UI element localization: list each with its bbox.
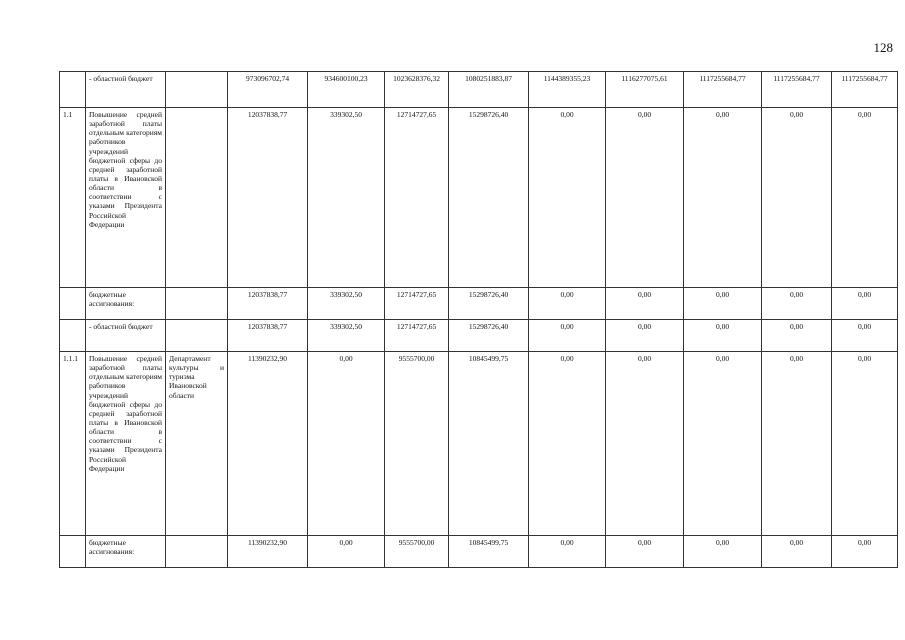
row-value-cell: 0,00	[606, 320, 684, 352]
row-value-cell: 12714727,65	[385, 320, 449, 352]
row-value-cell: 0,00	[762, 320, 832, 352]
row-value-cell: 12714727,65	[385, 288, 449, 320]
row-value-cell: 12037838,77	[228, 288, 308, 320]
row-value-cell: 0,00	[762, 108, 832, 288]
row-value-cell: 0,00	[762, 536, 832, 568]
row-value-cell: 0,00	[762, 352, 832, 536]
row-value-cell: 0,00	[308, 536, 385, 568]
table-row	[60, 352, 898, 536]
row-value-cell: 12714727,65	[385, 108, 449, 288]
row-value-cell: 0,00	[529, 288, 606, 320]
row-value-cell: 0,00	[832, 320, 898, 352]
table-row	[60, 288, 898, 320]
row-value-cell: 1117255684,77	[684, 72, 762, 108]
row-value-cell: 1023628376,32	[385, 72, 449, 108]
row-value-cell: 0,00	[606, 536, 684, 568]
row-value-cell: 10845499,75	[449, 352, 529, 536]
row-value-cell: 0,00	[684, 536, 762, 568]
row-code-cell	[60, 536, 86, 568]
row-executor-cell	[166, 320, 228, 352]
row-value-cell: 0,00	[762, 288, 832, 320]
table-row	[60, 72, 898, 108]
row-executor-cell	[166, 288, 228, 320]
row-value-cell: 0,00	[308, 352, 385, 536]
table-row	[60, 536, 898, 568]
table-row	[60, 108, 898, 288]
row-code-cell	[60, 72, 86, 108]
row-value-cell: 11390232,90	[228, 352, 308, 536]
row-code-cell: 1.1	[60, 108, 86, 288]
row-value-cell: 973096702,74	[228, 72, 308, 108]
row-value-cell: 0,00	[832, 288, 898, 320]
row-value-cell: 0,00	[684, 352, 762, 536]
page-number: 128	[873, 40, 893, 55]
row-value-cell: 0,00	[606, 108, 684, 288]
row-name-cell: - областной бюджет	[86, 320, 166, 352]
budget-table	[59, 71, 898, 568]
row-value-cell: 0,00	[684, 288, 762, 320]
row-value-cell: 9555700,00	[385, 352, 449, 536]
row-code-cell	[60, 320, 86, 352]
row-value-cell: 0,00	[529, 352, 606, 536]
row-value-cell: 10845499,75	[449, 536, 529, 568]
row-value-cell: 0,00	[832, 352, 898, 536]
row-executor-cell	[166, 536, 228, 568]
row-value-cell: 339302,50	[308, 320, 385, 352]
row-value-cell: 934600100,23	[308, 72, 385, 108]
row-code-cell: 1.1.1	[60, 352, 86, 536]
row-value-cell: 12037838,77	[228, 320, 308, 352]
row-name-cell: бюджетные ассигнования:	[86, 288, 166, 320]
row-value-cell: 339302,50	[308, 288, 385, 320]
row-value-cell: 15298726,40	[449, 288, 529, 320]
row-executor-cell	[166, 72, 228, 108]
row-value-cell: 1116277075,61	[606, 72, 684, 108]
row-executor-cell	[166, 108, 228, 288]
row-value-cell: 0,00	[832, 536, 898, 568]
row-value-cell: 0,00	[606, 288, 684, 320]
row-value-cell: 15298726,40	[449, 108, 529, 288]
row-value-cell: 1117255684,77	[832, 72, 898, 108]
table-body	[60, 72, 898, 568]
row-name-cell: - областной бюджет	[86, 72, 166, 108]
table-row	[60, 320, 898, 352]
row-value-cell: 339302,50	[308, 108, 385, 288]
row-code-cell	[60, 288, 86, 320]
row-executor-cell: Департамент культуры и туризма Ивановской области	[166, 352, 228, 536]
row-value-cell: 12037838,77	[228, 108, 308, 288]
row-value-cell: 0,00	[606, 352, 684, 536]
row-value-cell: 1117255684,77	[762, 72, 832, 108]
row-name-cell: бюджетные ассигнования:	[86, 536, 166, 568]
row-value-cell: 0,00	[529, 536, 606, 568]
row-value-cell: 1144389355,23	[529, 72, 606, 108]
row-value-cell: 0,00	[832, 108, 898, 288]
row-value-cell: 0,00	[684, 108, 762, 288]
row-value-cell: 0,00	[529, 108, 606, 288]
row-value-cell: 0,00	[684, 320, 762, 352]
row-value-cell: 11390232,90	[228, 536, 308, 568]
row-value-cell: 9555700,00	[385, 536, 449, 568]
row-name-cell: Повышение средней заработной платы отдельным категориям работников учреждений бюджетной сферы до средней заработной платы в Ивановской области в соответствии с указами Президента Российской Федерации	[86, 352, 166, 536]
row-value-cell: 0,00	[529, 320, 606, 352]
row-name-cell: Повышение средней заработной платы отдельным категориям работников учреждений бюджетной сферы до средней заработной платы в Ивановской области в соответствии с указами Президента Российской Федерации	[86, 108, 166, 288]
row-value-cell: 15298726,40	[449, 320, 529, 352]
row-value-cell: 1080251883,87	[449, 72, 529, 108]
